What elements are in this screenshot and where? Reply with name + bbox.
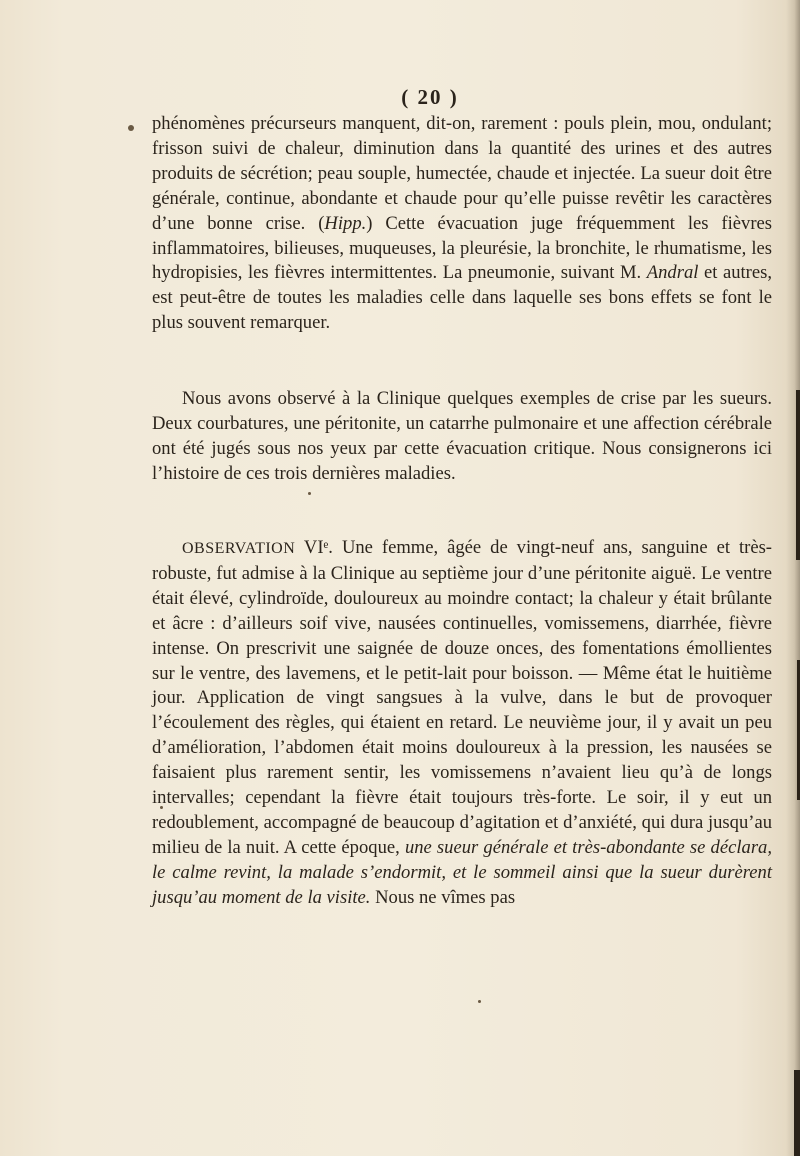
page-edge-mark [796, 390, 800, 560]
observation-text-a: Une femme, âgée de vingt-neuf ans, sanguine et très-robuste, fut admise à la Clinique au septième jour d’une péritonite aiguë. Le ventre était élevé, cylindroïde, douloureux au moindre contact; la chaleur y était brûlante et âcre : d’ailleurs soif vive, nausées continuelles, vomissemens, diarrhée, fièvre intense. On prescrivit une saignée de douze onces, des fomentations émollientes sur le ventre, des lavemens, et le petit-lait pour boisson. — Même état le huitième jour. Application de vingt sangsues à la vulve, dans le but de provoquer l’écoulement des règles, qui étaient en retard. Le neuvième jour, il y avait un peu d’amélioration, l’abdomen était moins douloureux à la pression, les nausées se faisaient plus rarement sentir, les vomissemens n’avaient lieu qu’à de longs intervalles; cependant la fièvre était toujours très-forte. Le soir, il y eut un redoublement, accompagné de beaucoup d’agitation et d’anxiété, qui dura jusqu’au milieu de la nuit. A cette époque, [152, 537, 772, 858]
ink-speck [478, 1000, 481, 1003]
page-edge-mark [794, 1070, 800, 1156]
citation-hipp: Hipp. [324, 212, 367, 234]
observation-number: VIᵉ. [303, 537, 333, 558]
page-number: ( 20 ) [401, 85, 459, 109]
observation-italic-text: une sueur générale et très-abondante se déclara, le calme revint, la malade s’endormit, et le sommeil ainsi que la sueur durèrent jusqu’au moment de la visite. [152, 836, 772, 908]
paragraph-1 [152, 112, 772, 336]
paragraph-1-text-b: ) Cette évacuation juge fréquemment les fièvres inflammatoires, bilieuses, muqueuses, la pleurésie, la bronchite, le rhumatisme, les hydropisies, les fièvres intermittentes. La pneumonie, suivant M. [152, 212, 772, 284]
ink-speck [308, 492, 311, 495]
paragraph-1-text-c: et autres, est peut-être de toutes les maladies celle dans laquelle ses bons effets se font le plus souvent remarquer. [152, 262, 773, 334]
paragraph-1-text-a: phénomènes précurseurs manquent, dit-on, rarement : pouls plein, mou, ondulant; frisson suivi de chaleur, diminution dans la quantité des urines et des autres produits de sécrétion; peau souple, humectée, chaude et injectée. La sueur doit être générale, continue, abondante et chaude pour qu’elle puisse revêtir les caractères d’une bonne crise. ( [152, 113, 772, 234]
paragraph-2 [152, 387, 772, 487]
observation-label: OBSERVATION [182, 540, 296, 557]
author-andral: Andral [646, 262, 699, 284]
observation-paragraph [152, 536, 772, 911]
observation-text-b: Nous ne vîmes pas [370, 886, 516, 908]
page-edge-shadow [786, 0, 800, 1156]
paragraph-2-text: Nous avons observé à la Clinique quelques exemples de crise par les sueurs. Deux courbatures, une péritonite, un catarrhe pulmonaire et une affection cérébrale ont été jugés sous nos yeux par cette évacuation critique. Nous consignerons ici l’histoire de ces trois dernières maladies. [152, 388, 772, 484]
ink-speck [128, 125, 134, 131]
